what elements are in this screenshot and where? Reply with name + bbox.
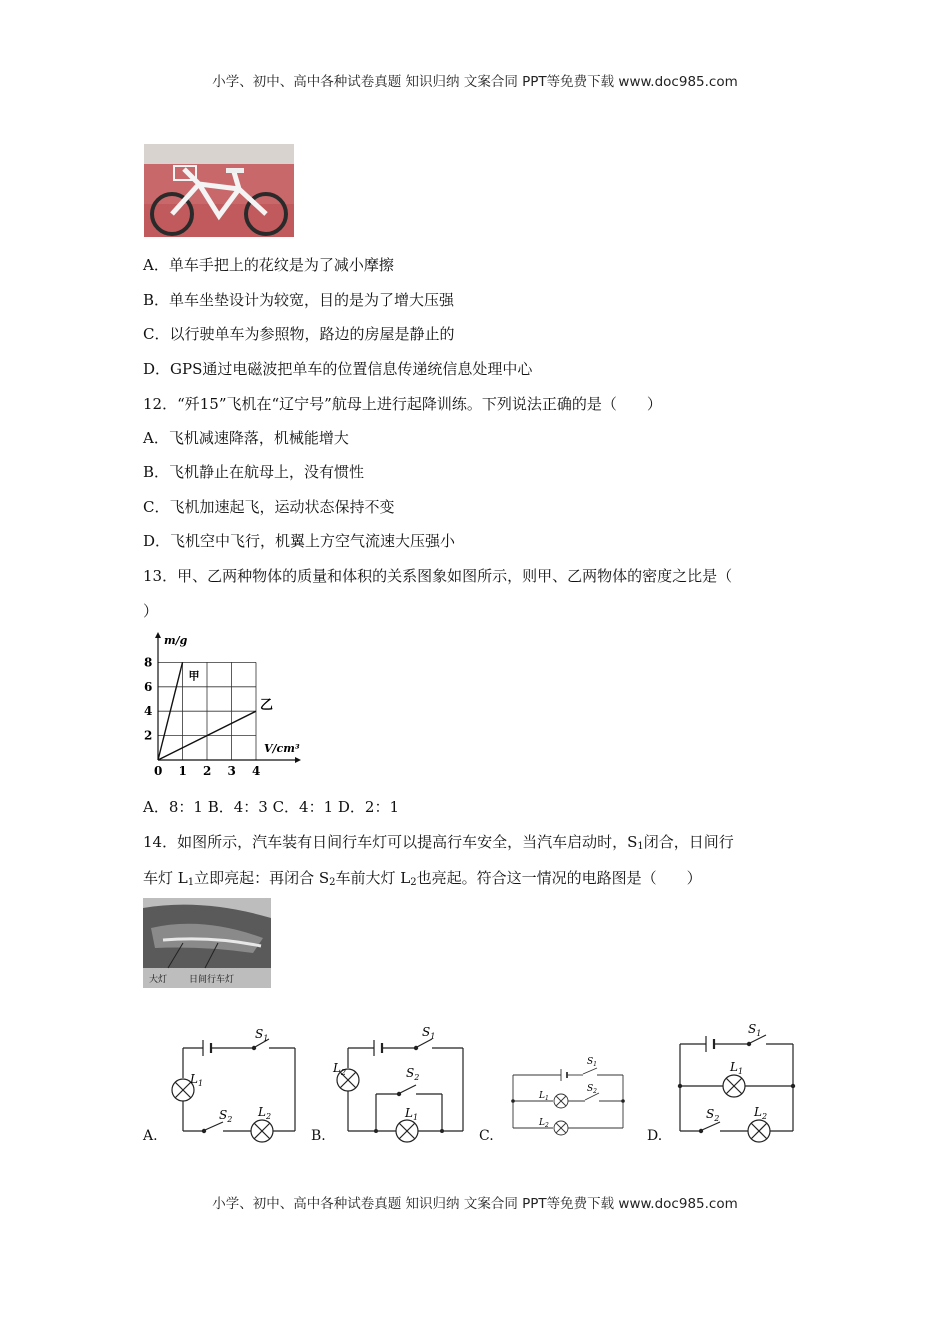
- photo-caption-drl: 日间行车灯: [189, 975, 235, 985]
- q14-stem-line1: 14．如图所示，汽车装有日间行车灯可以提高行车安全，当汽车启动时，$S_1$闭合，日间行: [143, 833, 734, 852]
- label-l1: $L_1$: [190, 1072, 204, 1088]
- q12-stem: 12．“歼15”飞机在“辽宁号”航母上进行起降训练。下列说法正确的是（ ）: [143, 395, 662, 413]
- y-axis-arrow: [155, 632, 161, 638]
- label-l2: $L_2$: [258, 1105, 272, 1121]
- label-l2: $L_2$: [539, 1118, 549, 1129]
- circuit-b: [330, 1020, 470, 1145]
- series-label-jia: 甲: [188, 669, 200, 683]
- label-l2: $L_2$: [754, 1105, 768, 1121]
- label-s1: $S_1$: [587, 1057, 597, 1068]
- chart-grid: [158, 662, 256, 760]
- label-l1: $L_1$: [730, 1060, 744, 1076]
- y-tick-label: 8: [144, 655, 153, 670]
- circuit-c: [505, 1050, 630, 1140]
- x-axis-label: V/cm³: [264, 742, 300, 755]
- x-tick-label: 4: [252, 764, 261, 778]
- q11-option-d: D．GPS通过电磁波把单车的位置信息传递统信息处理中心: [143, 360, 533, 378]
- photo-caption-headlight: 大灯: [149, 975, 168, 985]
- q12-option-b: B．飞机静止在航母上，没有惯性: [143, 463, 365, 481]
- q13-stem-close: ）: [143, 602, 159, 620]
- label-s1: $S_1$: [255, 1027, 269, 1043]
- q13-stem: 13．甲、乙两种物体的质量和体积的关系图象如图所示，则甲、乙两物体的密度之比是（: [143, 567, 733, 585]
- circuit-d: [668, 1020, 803, 1145]
- label-s1: $S_1$: [422, 1025, 436, 1041]
- label-s2: $S_2$: [706, 1107, 720, 1123]
- label-s2: $S_2$: [219, 1108, 233, 1124]
- circuit-a-label: A.: [143, 1128, 158, 1144]
- y-tick-label: 4: [144, 704, 153, 719]
- q12-option-c: C．飞机加速起飞，运动状态保持不变: [143, 498, 395, 516]
- x-tick-label: 1: [178, 764, 187, 778]
- label-s1: $S_1$: [748, 1022, 762, 1038]
- y-axis-label: m/g: [164, 634, 188, 647]
- q11-option-a: A．单车手把上的花纹是为了减小摩擦: [143, 256, 394, 274]
- q13-options: A．8：1 B．4：3 C．4：1 D．2：1: [143, 798, 400, 816]
- x-tick-label: 3: [227, 764, 236, 778]
- circuit-a: [165, 1020, 300, 1145]
- series-label-yi: 乙: [260, 698, 274, 714]
- label-s2: $S_2$: [587, 1084, 597, 1095]
- q11-option-b: B．单车坐垫设计为较宽，目的是为了增大压强: [143, 291, 455, 309]
- y-tick-label: 6: [144, 679, 153, 694]
- circuit-d-label: D.: [647, 1128, 663, 1144]
- label-l1: $L_1$: [405, 1106, 419, 1122]
- car-headlight-photo: [143, 898, 271, 988]
- y-tick-label: 2: [144, 728, 153, 743]
- label-l2: $L_2$: [333, 1061, 347, 1077]
- circuit-c-label: C.: [479, 1128, 494, 1144]
- q12-option-a: A．飞机减速降落，机械能增大: [143, 429, 349, 447]
- x-axis-arrow: [295, 757, 301, 763]
- label-s2: $S_2$: [406, 1066, 420, 1082]
- x-tick-label: 2: [203, 764, 212, 778]
- label-l1: $L_1$: [539, 1091, 549, 1102]
- bicycle-photo: [144, 144, 294, 237]
- page-footer: 小学、初中、高中各种试卷真题 知识归纳 文案合同 PPT等免费下载 www.doc985.com: [212, 1196, 738, 1212]
- page-header: 小学、初中、高中各种试卷真题 知识归纳 文案合同 PPT等免费下载 www.doc985.com: [212, 74, 738, 90]
- q11-option-c: C．以行驶单车为参照物，路边的房屋是静止的: [143, 325, 455, 343]
- x-tick-label: 0: [154, 764, 163, 778]
- q14-stem-line2: 车灯 $L_1$立即亮起：再闭合 $S_2$车前大灯 $L_2$也亮起。符合这一情况的电路图是（ ）: [143, 869, 702, 888]
- circuit-b-label: B.: [311, 1128, 326, 1144]
- density-chart: [140, 630, 305, 780]
- q12-option-d: D．飞机空中飞行，机翼上方空气流速大压强小: [143, 532, 456, 550]
